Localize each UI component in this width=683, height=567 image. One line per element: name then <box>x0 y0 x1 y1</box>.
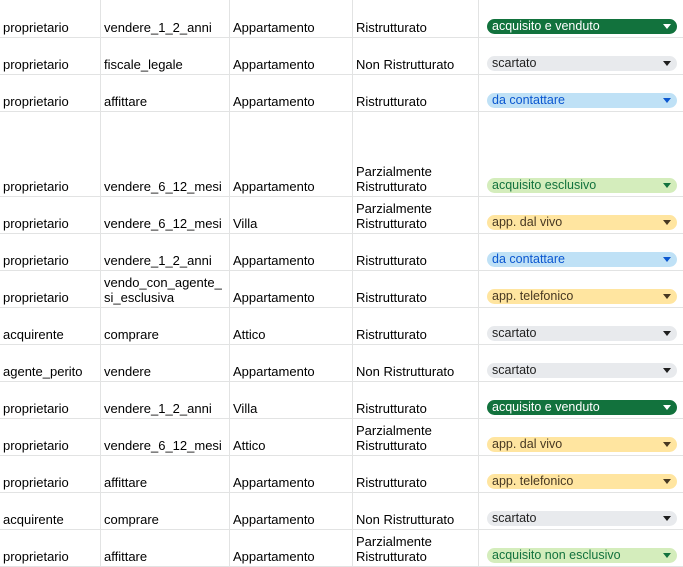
cell-stato[interactable]: Ristrutturato <box>353 271 479 307</box>
dropdown-arrow-icon[interactable] <box>663 553 671 558</box>
cell-ruolo[interactable]: acquirente <box>0 308 101 344</box>
table-row <box>0 234 683 271</box>
cell-esito[interactable] <box>479 112 683 196</box>
cell-esito[interactable] <box>479 75 683 111</box>
dropdown-arrow-icon[interactable] <box>663 220 671 225</box>
cell-tipo[interactable]: Attico <box>230 419 353 455</box>
status-label: app. telefonico <box>492 474 574 488</box>
cell-tipo[interactable]: Appartamento <box>230 0 353 37</box>
status-dropdown-chip[interactable] <box>487 548 677 563</box>
table-row <box>0 530 683 567</box>
dropdown-arrow-icon[interactable] <box>663 405 671 410</box>
cell-tipo[interactable]: Villa <box>230 197 353 233</box>
cell-ruolo[interactable]: proprietario <box>0 234 101 270</box>
cell-intento[interactable]: comprare <box>101 493 230 529</box>
cell-ruolo[interactable]: proprietario <box>0 530 101 566</box>
cell-stato[interactable]: Parzialmente Ristrutturato <box>353 112 479 196</box>
status-label: app. telefonico <box>492 289 574 303</box>
dropdown-arrow-icon[interactable] <box>663 294 671 299</box>
status-dropdown-chip[interactable] <box>487 511 677 526</box>
table-row <box>0 271 683 308</box>
status-label: acquisito esclusivo <box>492 178 597 192</box>
cell-ruolo[interactable]: agente_perito <box>0 345 101 381</box>
cell-esito[interactable] <box>479 0 683 37</box>
cell-stato[interactable]: Parzialmente Ristrutturato <box>353 197 479 233</box>
cell-ruolo[interactable]: proprietario <box>0 75 101 111</box>
status-label: scartato <box>492 511 537 525</box>
cell-esito[interactable] <box>479 271 683 307</box>
cell-tipo[interactable]: Appartamento <box>230 345 353 381</box>
table-row <box>0 38 683 75</box>
dropdown-arrow-icon[interactable] <box>663 331 671 336</box>
cell-esito[interactable] <box>479 345 683 381</box>
dropdown-arrow-icon[interactable] <box>663 368 671 373</box>
table-row <box>0 382 683 419</box>
dropdown-arrow-icon[interactable] <box>663 61 671 66</box>
dropdown-arrow-icon[interactable] <box>663 442 671 447</box>
cell-ruolo[interactable]: proprietario <box>0 0 101 37</box>
cell-intento[interactable]: vendere_6_12_mesi <box>101 197 230 233</box>
status-label: da contattare <box>492 93 565 107</box>
status-dropdown-chip[interactable] <box>487 215 677 230</box>
cell-tipo[interactable]: Appartamento <box>230 493 353 529</box>
cell-esito[interactable] <box>479 530 683 566</box>
status-dropdown-chip[interactable] <box>487 289 677 304</box>
cell-stato[interactable]: Parzialmente Ristrutturato <box>353 419 479 455</box>
cell-esito[interactable] <box>479 419 683 455</box>
cell-intento[interactable]: vendere <box>101 345 230 381</box>
cell-ruolo[interactable]: proprietario <box>0 38 101 74</box>
dropdown-arrow-icon[interactable] <box>663 24 671 29</box>
status-label: scartato <box>492 363 537 377</box>
status-label: acquisito e venduto <box>492 19 600 33</box>
cell-esito[interactable] <box>479 493 683 529</box>
cell-stato[interactable]: Non Ristrutturato <box>353 345 479 381</box>
dropdown-arrow-icon[interactable] <box>663 98 671 103</box>
cell-esito[interactable] <box>479 197 683 233</box>
status-label: acquisito e venduto <box>492 400 600 414</box>
cell-ruolo[interactable]: proprietario <box>0 419 101 455</box>
cell-intento[interactable]: affittare <box>101 530 230 566</box>
status-dropdown-chip[interactable] <box>487 178 677 193</box>
status-dropdown-chip[interactable] <box>487 437 677 452</box>
dropdown-arrow-icon[interactable] <box>663 516 671 521</box>
cell-esito[interactable] <box>479 456 683 492</box>
cell-intento[interactable]: comprare <box>101 308 230 344</box>
table-row <box>0 456 683 493</box>
cell-stato[interactable]: Ristrutturato <box>353 456 479 492</box>
cell-tipo[interactable]: Villa <box>230 382 353 418</box>
cell-intento[interactable]: affittare <box>101 456 230 492</box>
cell-stato[interactable]: Non Ristrutturato <box>353 38 479 74</box>
cell-esito[interactable] <box>479 234 683 270</box>
status-dropdown-chip[interactable] <box>487 326 677 341</box>
status-dropdown-chip[interactable] <box>487 56 677 71</box>
cell-ruolo[interactable]: proprietario <box>0 197 101 233</box>
cell-ruolo[interactable]: proprietario <box>0 271 101 307</box>
cell-intento[interactable]: vendere_1_2_anni <box>101 382 230 418</box>
cell-esito[interactable] <box>479 38 683 74</box>
cell-stato[interactable]: Ristrutturato <box>353 75 479 111</box>
cell-intento[interactable]: vendo_con_agente_ si_esclusiva <box>101 271 230 307</box>
cell-tipo[interactable]: Appartamento <box>230 530 353 566</box>
cell-tipo[interactable]: Appartamento <box>230 112 353 196</box>
table-row <box>0 75 683 112</box>
cell-stato[interactable]: Parzialmente Ristrutturato <box>353 530 479 566</box>
cell-ruolo[interactable]: proprietario <box>0 456 101 492</box>
cell-tipo[interactable]: Appartamento <box>230 38 353 74</box>
status-label: app. dal vivo <box>492 215 563 229</box>
dropdown-arrow-icon[interactable] <box>663 183 671 188</box>
cell-intento[interactable]: vendere_1_2_anni <box>101 234 230 270</box>
table-row <box>0 197 683 234</box>
cell-esito[interactable] <box>479 308 683 344</box>
table-row <box>0 419 683 456</box>
status-dropdown-chip[interactable] <box>487 252 677 267</box>
cell-tipo[interactable]: Appartamento <box>230 234 353 270</box>
cell-ruolo[interactable]: acquirente <box>0 493 101 529</box>
cell-intento[interactable]: affittare <box>101 75 230 111</box>
status-label: da contattare <box>492 252 565 266</box>
cell-esito[interactable] <box>479 382 683 418</box>
table-row <box>0 0 683 38</box>
status-dropdown-chip[interactable] <box>487 93 677 108</box>
cell-stato[interactable]: Ristrutturato <box>353 0 479 37</box>
cell-intento[interactable]: fiscale_legale <box>101 38 230 74</box>
cell-stato[interactable]: Ristrutturato <box>353 308 479 344</box>
status-label: acquisito non esclusivo <box>492 548 621 562</box>
cell-tipo[interactable]: Appartamento <box>230 456 353 492</box>
status-dropdown-chip[interactable] <box>487 474 677 489</box>
cell-ruolo[interactable]: proprietario <box>0 382 101 418</box>
cell-intento[interactable]: vendere_1_2_anni <box>101 0 230 37</box>
cell-stato[interactable]: Ristrutturato <box>353 234 479 270</box>
cell-tipo[interactable]: Attico <box>230 308 353 344</box>
dropdown-arrow-icon[interactable] <box>663 479 671 484</box>
table-row <box>0 493 683 530</box>
status-dropdown-chip[interactable] <box>487 400 677 415</box>
table-row <box>0 112 683 197</box>
cell-tipo[interactable]: Appartamento <box>230 271 353 307</box>
dropdown-arrow-icon[interactable] <box>663 257 671 262</box>
status-label: scartato <box>492 326 537 340</box>
cell-tipo[interactable]: Appartamento <box>230 75 353 111</box>
table-row <box>0 345 683 382</box>
cell-intento[interactable]: vendere_6_12_mesi <box>101 112 230 196</box>
table-row <box>0 308 683 345</box>
status-label: app. dal vivo <box>492 437 563 451</box>
cell-stato[interactable]: Non Ristrutturato <box>353 493 479 529</box>
cell-intento[interactable]: vendere_6_12_mesi <box>101 419 230 455</box>
status-label: scartato <box>492 56 537 70</box>
cell-ruolo[interactable]: proprietario <box>0 112 101 196</box>
cell-stato[interactable]: Ristrutturato <box>353 382 479 418</box>
status-dropdown-chip[interactable] <box>487 363 677 378</box>
status-dropdown-chip[interactable] <box>487 19 677 34</box>
